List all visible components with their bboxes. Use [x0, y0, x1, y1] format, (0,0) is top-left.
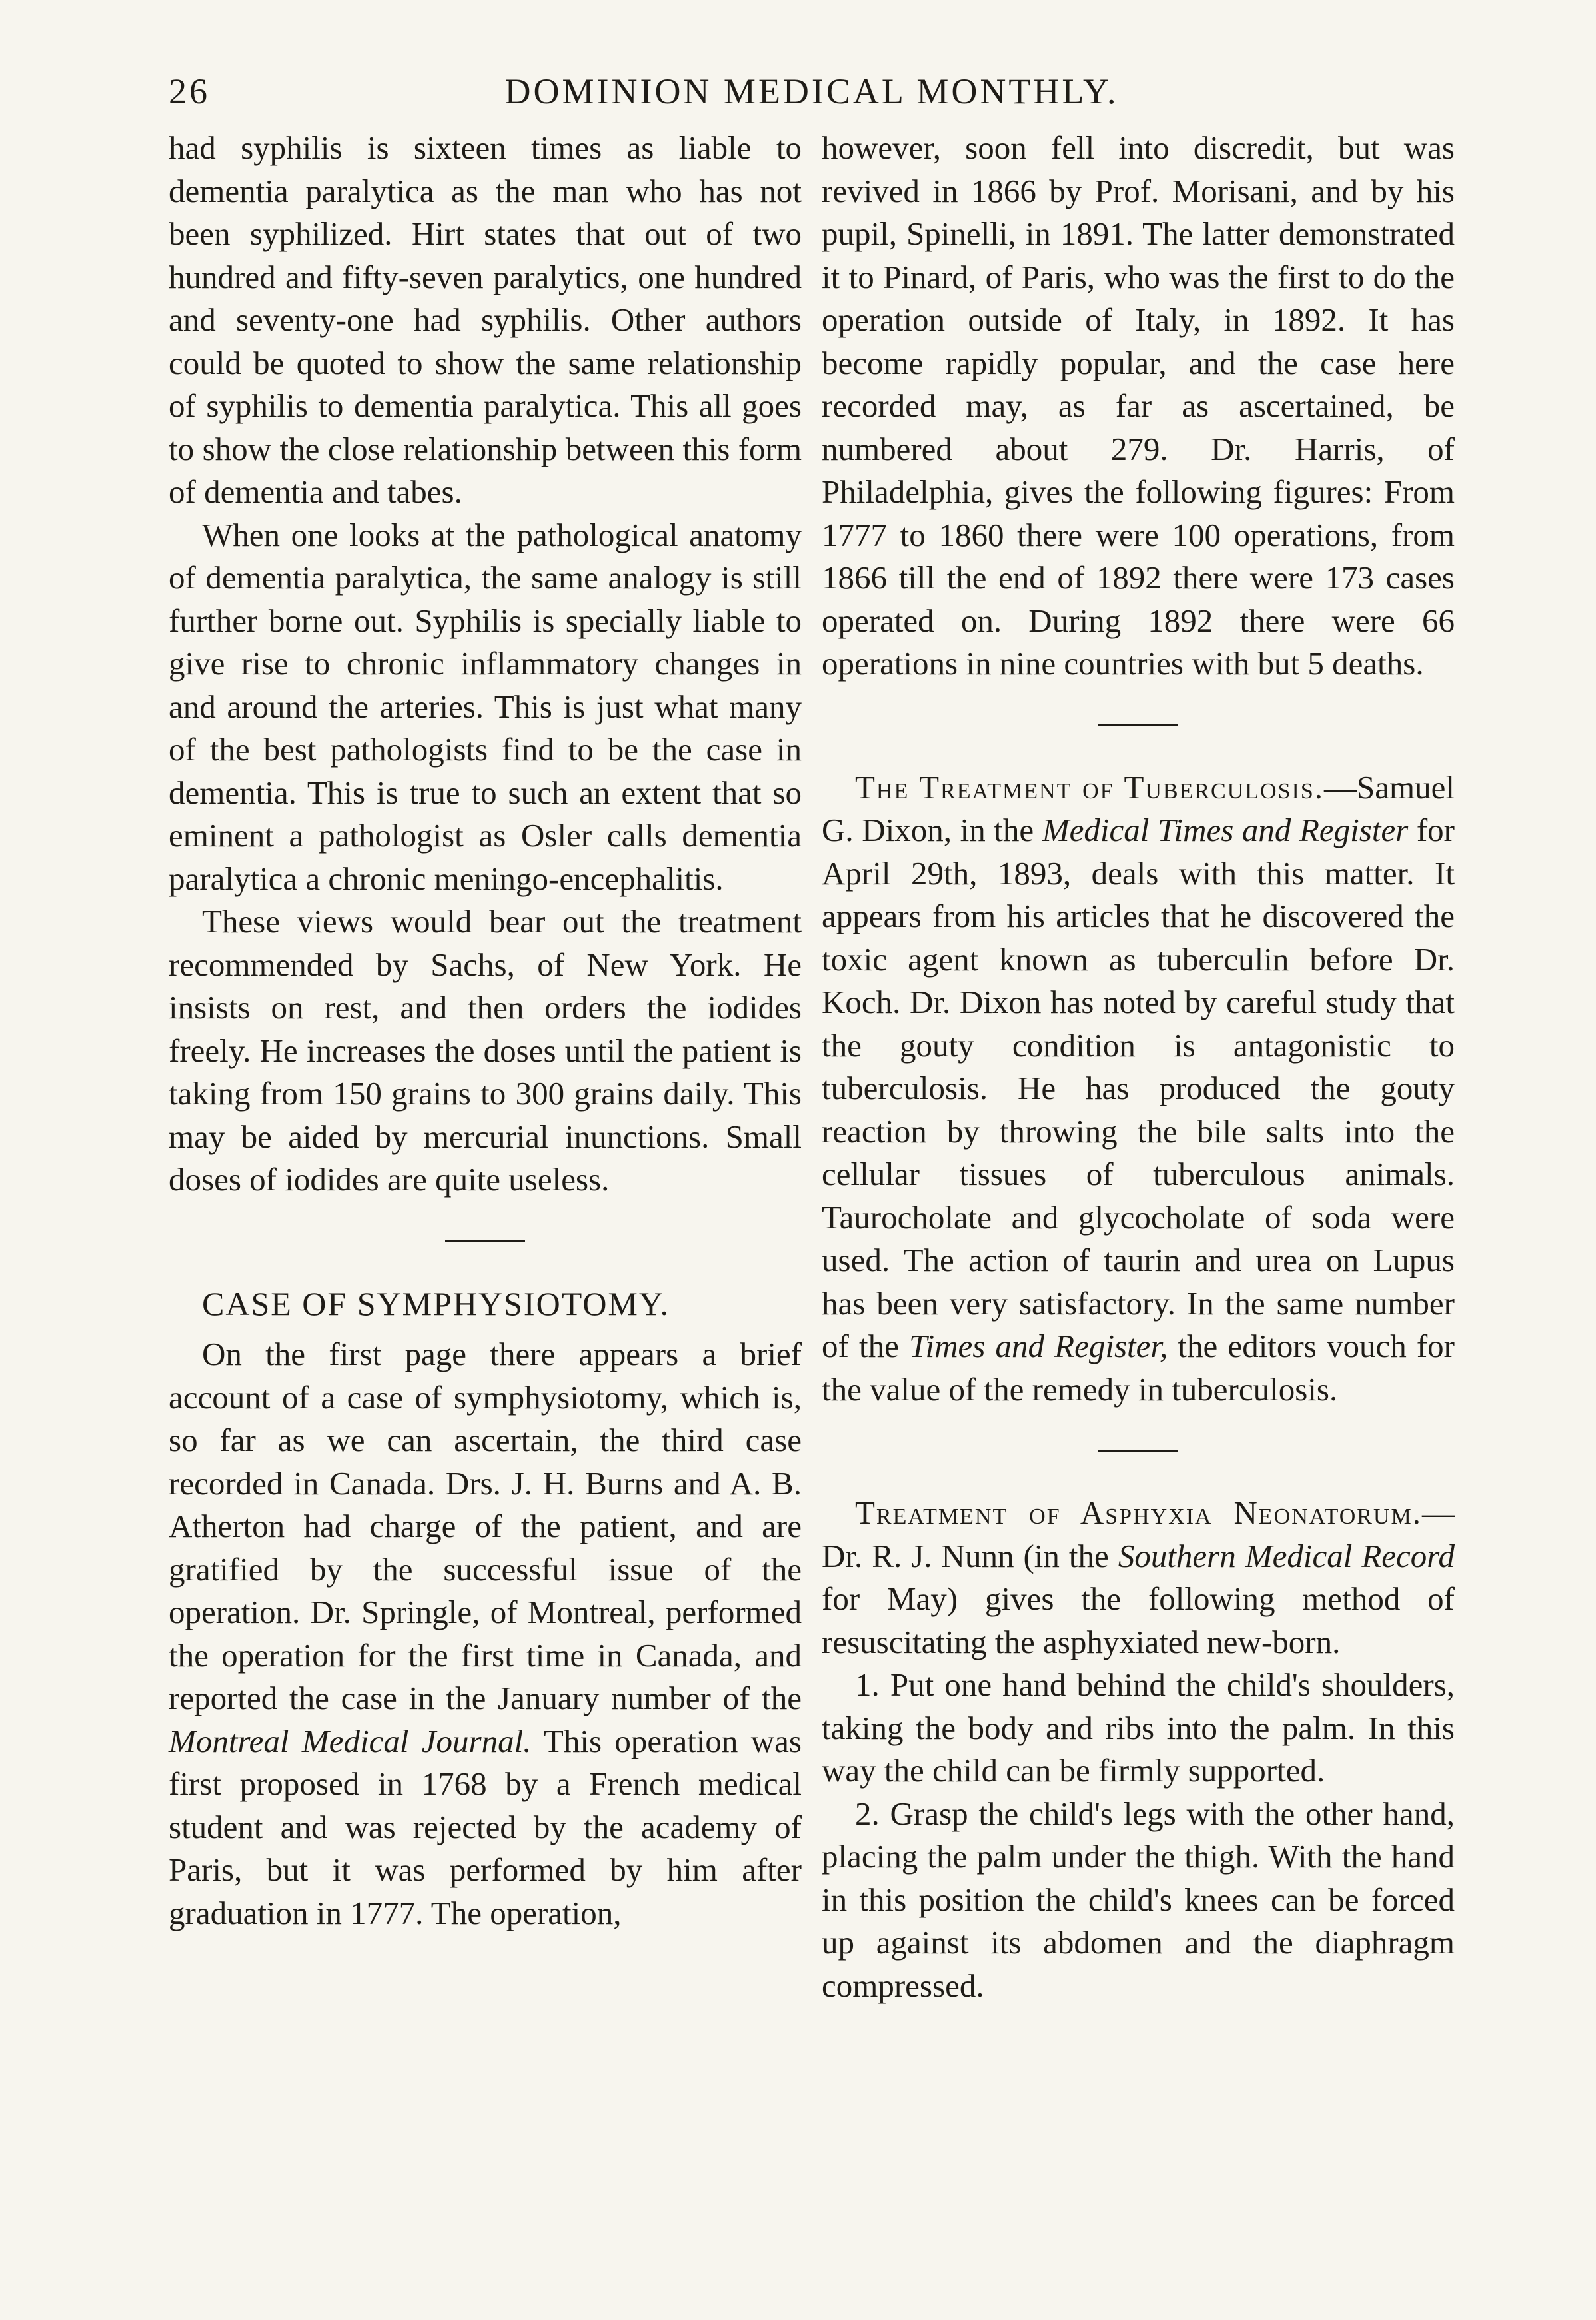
journal-reference: Medical Times and Register [1042, 812, 1409, 848]
paragraph-text: —Dr. R. J. Nunn (in the [822, 1494, 1455, 1574]
section-divider [1098, 724, 1178, 726]
paragraph-text: This operation was first proposed in 1768 by a French medical student and was rejected by the academy of Paris, but it was performed by him after graduation in 1777. The operation, [169, 1722, 802, 1931]
right-column [822, 127, 1455, 2007]
paragraph: These views would bear out the treatment recommended by Sachs, of New York. He insists on rest, and then orders the iodides freely. He increases the doses until the patient is taking from 150 grains to 300 grains daily. This may be aided by mercurial inunctions. Small doses of iodides are quite useless. [169, 903, 802, 1198]
paragraph: however, soon fell into discredit, but was revived in 1866 by Prof. Morisani, and by his pupil, Spinelli, in 1891. The latter demonstrated it to Pinard, of Paris, who was the first to do the operation outside of Italy, in 1892. It has become rapidly popular, and the case here recorded may, as far as ascertained, be numbered about 279. Dr. Harris, of Philadelphia, gives the following figures: From 1777 to 1860 there were 100 operations, from 1866 till the end of 1892 there were 173 cases operated on. During 1892 there were 66 operations in nine countries with but 5 deaths. [822, 129, 1455, 682]
journal-reference: Montreal Medical Journal. [169, 1722, 532, 1759]
page-number: 26 [169, 71, 210, 111]
section-divider [445, 1240, 525, 1242]
paragraph: had syphilis is sixteen times as liable to dementia paralytica as the man who has not been syphilized. Hirt states that out of two hundred and fifty-seven paralytics, one hundred and seventy-one had syphilis. Other authors could be quoted to show the same relationship of syphilis to dementia paralytica. This all goes to show the close relationship between this form of dementia and tabes. [169, 129, 802, 510]
paragraph [822, 1492, 1455, 1664]
journal-reference: Times and Register, [908, 1328, 1168, 1364]
journal-reference: Southern Medical Record [1118, 1537, 1455, 1574]
paragraph-text: for April 29th, 1893, deals with this matter. It appears from his articles that he discovered the toxic agent known as tuberculin before Dr. Koch. Dr. Dixon has noted by careful study that the gouty condition is antagonistic to tuberculosis. He has produced the gouty reaction by throwing the bile salts into the cellular tissues of tuberculous animals. Taurocholate and glycocholate of soda were used. The action of taurin and urea on Lupus has been very satisfactory. In the same number of the [822, 812, 1455, 1364]
numbered-step: 2. Grasp the child's legs with the other hand, placing the palm under the thigh. With the hand in this position the child's knees can be forced up against its abdomen and the diaphragm compressed. [822, 1795, 1455, 2004]
paragraph: When one looks at the pathological anatomy of dementia paralytica, the same analogy is still further borne out. Syphilis is specially liable to give rise to chronic inflammatory changes in and around the arteries. This is just what many of the best pathologists find to be the case in dementia. This is true to such an extent that so eminent a pathologist as Osler calls dementia paralytica a chronic meningo-encephalitis. [169, 516, 802, 897]
running-head [169, 57, 1455, 117]
paragraph [169, 1333, 802, 1935]
run-in-heading: Treatment of Asphyxia Neonatorum. [855, 1494, 1422, 1531]
numbered-step: 1. Put one hand behind the child's shoulders, taking the body and ribs into the palm. In this way the child can be firmly supported. [822, 1666, 1455, 1789]
paragraph-text: —Samuel G. Dixon, in the [822, 768, 1455, 848]
paragraph-text: the editors vouch for the value of the remedy in tuberculosis. [822, 1328, 1455, 1408]
run-in-heading: The Treatment of Tuberculosis. [855, 768, 1325, 806]
left-column [169, 127, 802, 1935]
section-divider [1098, 1450, 1178, 1452]
paragraph [822, 766, 1455, 1412]
journal-title: DOMINION MEDICAL MONTHLY. [504, 71, 1119, 111]
paragraph-text: On the first page there appears a brief account of a case of symphysiotomy, which is, so far as we can ascertain, the third case recorded in Canada. Drs. J. H. Burns and A. B. Atherton had charge of the patient, and are gratified by the successful issue of the operation. Dr. Springle, of Montreal, performed the operation for the first time in Canada, and reported the case in the January number of the [169, 1336, 802, 1716]
section-heading: CASE OF SYMPHYSIOTOMY. [202, 1284, 670, 1322]
paragraph-text: for May) gives the following method of resuscitating the asphyxiated new-born. [822, 1580, 1455, 1660]
